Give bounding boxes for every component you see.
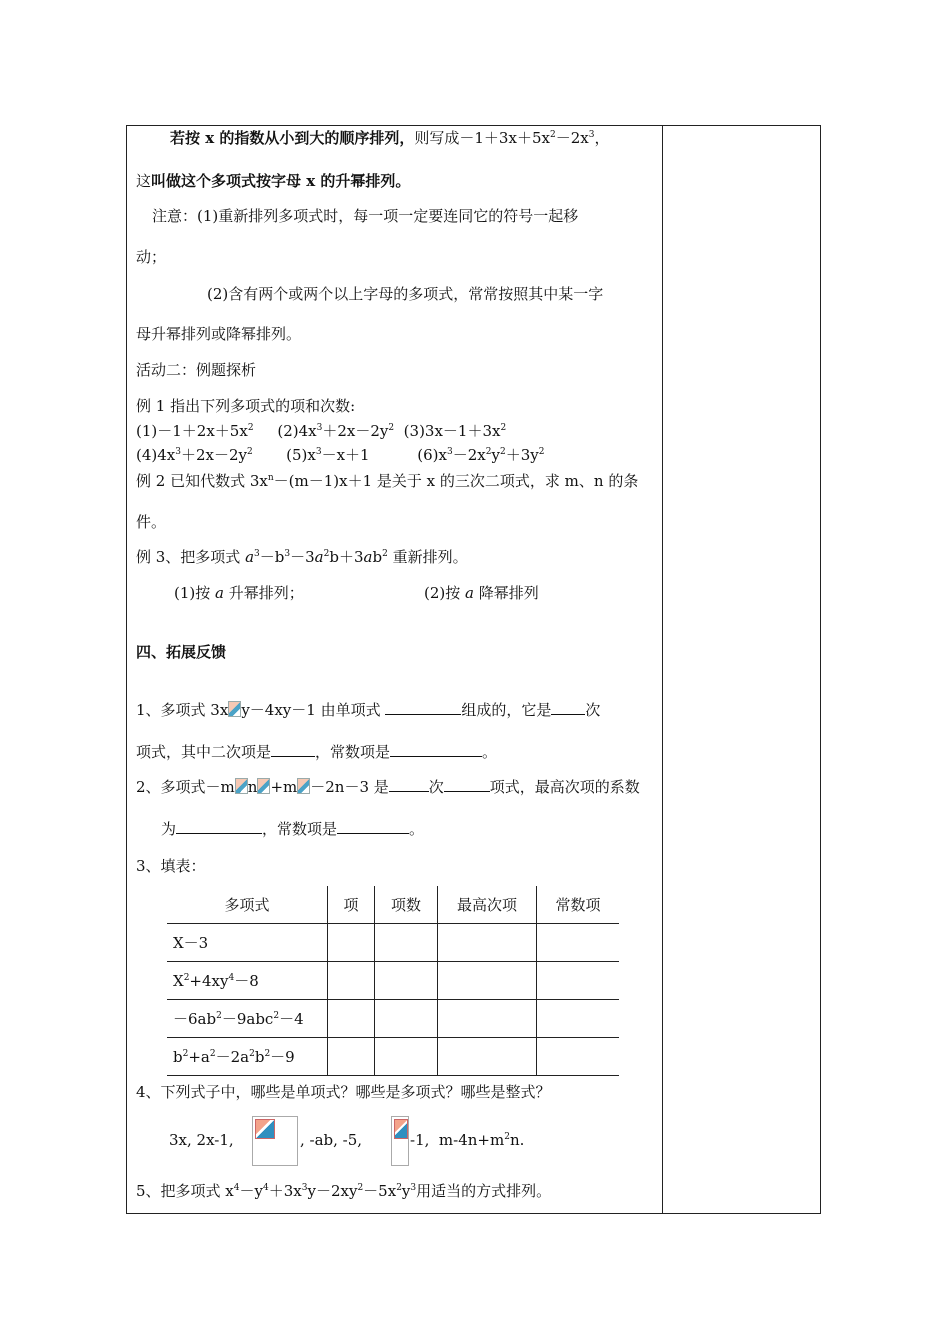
- note1b: 动；: [136, 248, 167, 266]
- answer-cell[interactable]: [375, 1038, 438, 1076]
- broken-image-icon: [235, 778, 248, 794]
- broken-image-icon: [257, 778, 270, 794]
- example3: 例 3、把多项式 $a^3-b^3-3a^2b+3ab^2$ 重新排列。: [136, 548, 468, 566]
- note1a: 注意：(1)重新排列多项式时，每一项一定要连同它的符号一起移: [152, 207, 579, 225]
- question4-list-b: , -ab, -5,: [300, 1131, 363, 1149]
- polynomial-cell: $-6ab^2-9abc^2-4$: [167, 1000, 328, 1038]
- question4: 4、下列式子中，哪些是单项式？哪些是多项式？哪些是整式？: [136, 1083, 551, 1101]
- example1-row2: $(4)4x^3+2x-2y^2$ $(5)x^3-x+1$ $(6)x^3-2x^2y^2+3y^2$: [136, 446, 545, 464]
- answer-blank[interactable]: [389, 777, 429, 792]
- broken-image-icon: [228, 701, 241, 717]
- fill-in-table: [167, 886, 619, 1076]
- column-divider: [662, 125, 663, 1214]
- example3-part2: (2)按 a 降幂排列: [424, 584, 539, 602]
- intro-line1-formula: 则写成$-1+3x+5x^2-2x^3$，: [414, 129, 610, 147]
- question2-line1: 2、多项式－m n +m －2n－3 是 次 项式，最高次项的系数: [136, 778, 640, 796]
- example1-title: 例 1 指出下列多项式的项和次数:: [136, 397, 356, 415]
- answer-cell[interactable]: [537, 924, 620, 962]
- answer-cell[interactable]: [375, 1000, 438, 1038]
- answer-cell[interactable]: [438, 962, 537, 1000]
- question1-line2: 项式，其中二次项是 ，常数项是 。: [136, 743, 498, 761]
- answer-blank[interactable]: [385, 700, 461, 715]
- question5: 5、把多项式 $x^4-y^4+3x^3y-2xy^2-5x^2y^3$用适当的方式排列。: [136, 1182, 552, 1200]
- example2-line1: 例 2 已知代数式 $3x^n-(m-1)x+1$ 是关于 x 的三次二项式，求 m、n 的条: [136, 472, 639, 490]
- polynomial-cell: $b^2+a^2-2a^2b^2-9$: [167, 1038, 328, 1076]
- note2b: 母升幂排列或降幂排列。: [136, 325, 302, 343]
- question3: 3、填表：: [136, 857, 206, 875]
- table-row: [167, 1038, 619, 1076]
- broken-image-icon: [297, 778, 310, 794]
- note2a: (2)含有两个或两个以上字母的多项式，常常按照其中某一字: [207, 285, 604, 303]
- answer-blank[interactable]: [271, 742, 315, 757]
- answer-cell[interactable]: [375, 924, 438, 962]
- example1-row1: $(1)-1+2x+5x^2$ $(2)4x^3+2x-2y^2$ $(3)3x-1+3x^2$: [136, 422, 507, 440]
- table-row: [167, 924, 619, 962]
- broken-image-icon: [252, 1116, 298, 1166]
- answer-blank[interactable]: [551, 700, 585, 715]
- intro-line1: 若按 x 的指数从小到大的顺序排列，则写成$-1+3x+5x^2-2x^3$，: [170, 129, 610, 147]
- question4-list-c: -1, $m-4n+m^2n$.: [410, 1131, 525, 1149]
- answer-cell[interactable]: [537, 962, 620, 1000]
- answer-blank[interactable]: [444, 777, 490, 792]
- answer-cell[interactable]: [328, 962, 375, 1000]
- answer-cell[interactable]: [328, 1038, 375, 1076]
- section4-title: 四、拓展反馈: [136, 643, 227, 661]
- table-header: 项数: [375, 886, 438, 924]
- table-row: [167, 962, 619, 1000]
- table-header-row: [167, 886, 619, 924]
- answer-blank[interactable]: [337, 819, 409, 834]
- answer-cell[interactable]: [438, 1000, 537, 1038]
- example2-line2: 件。: [136, 513, 167, 531]
- table-header: 最高次项: [438, 886, 537, 924]
- polynomial-cell: X－3: [167, 924, 328, 962]
- table-header: 项: [328, 886, 375, 924]
- broken-image-icon: [391, 1116, 409, 1166]
- answer-cell[interactable]: [328, 1000, 375, 1038]
- question4-list-a: 3x, 2x-1,: [169, 1131, 234, 1149]
- question2-line2: 为 ，常数项是 。: [161, 820, 425, 838]
- table-row: [167, 1000, 619, 1038]
- intro-line2: 这叫做这个多项式按字母 x 的升幂排列。: [136, 172, 411, 190]
- answer-cell[interactable]: [537, 1000, 620, 1038]
- table-header: 多项式: [167, 886, 328, 924]
- example3-part1: (1)按 a 升幂排列；: [174, 584, 304, 602]
- answer-cell[interactable]: [328, 924, 375, 962]
- answer-cell[interactable]: [537, 1038, 620, 1076]
- activity2-title: 活动二：例题探析: [136, 361, 257, 379]
- table-header: 常数项: [537, 886, 620, 924]
- question1-line1: 1、多项式 3x y－4xy－1 由单项式 组成的，它是 次: [136, 701, 601, 719]
- answer-blank[interactable]: [176, 819, 262, 834]
- answer-blank[interactable]: [390, 742, 482, 757]
- answer-cell[interactable]: [438, 924, 537, 962]
- polynomial-cell: $X^2+4xy^4-8$: [167, 962, 328, 1000]
- answer-cell[interactable]: [375, 962, 438, 1000]
- answer-cell[interactable]: [438, 1038, 537, 1076]
